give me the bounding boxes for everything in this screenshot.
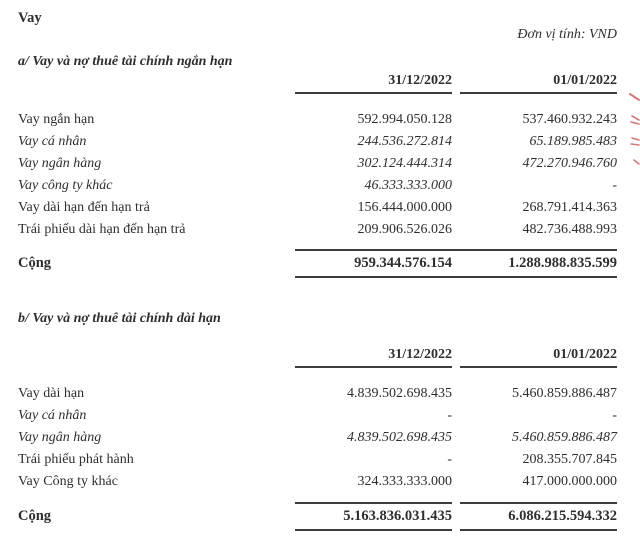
row-value-current: 209.906.526.026 — [357, 222, 452, 237]
total-value-prior: 6.086.215.594.332 — [460, 502, 617, 531]
section-b-total-row — [18, 502, 617, 531]
row-value-current: 244.536.272.814 — [357, 134, 452, 149]
table-row — [18, 427, 617, 449]
row-value-prior: 482.736.488.993 — [522, 222, 617, 237]
page-title: Vay — [18, 10, 42, 26]
row-value-prior: 5.460.859.886.487 — [512, 430, 617, 445]
column-header-current: 31/12/2022 — [295, 72, 452, 94]
row-value-current: 592.994.050.128 — [357, 112, 452, 127]
section-b-header-row — [18, 346, 617, 368]
section-a-total-row — [18, 249, 617, 278]
row-label: Trái phiếu phát hành — [18, 452, 134, 467]
row-value-current: 324.333.333.000 — [357, 474, 452, 489]
row-value-prior: 417.000.000.000 — [522, 474, 617, 489]
row-value-prior: 537.460.932.243 — [522, 112, 617, 127]
total-value-current: 5.163.836.031.435 — [295, 502, 452, 531]
row-value-prior: 268.791.414.363 — [522, 200, 617, 215]
row-label: Vay cá nhân — [18, 134, 87, 149]
table-row — [18, 219, 617, 241]
row-value-prior: 208.355.707.845 — [522, 452, 617, 467]
section-b-rows — [18, 383, 617, 493]
row-value-prior: 472.270.946.760 — [522, 156, 617, 171]
total-label: Cộng — [18, 508, 52, 524]
section-a-header-row — [18, 72, 617, 94]
column-header-prior: 01/01/2022 — [460, 72, 617, 94]
section-short-term-loans — [18, 54, 617, 278]
row-label: Vay ngân hàng — [18, 156, 102, 171]
row-label: Vay dài hạn đến hạn trả — [18, 200, 150, 215]
row-value-current: 4.839.502.698.435 — [347, 386, 452, 401]
row-label: Vay công ty khác — [18, 178, 113, 193]
table-row — [18, 383, 617, 405]
total-label: Cộng — [18, 255, 52, 271]
row-value-current: - — [447, 452, 452, 467]
section-b-heading: b/ Vay và nợ thuê tài chính dài hạn — [18, 311, 221, 326]
table-row — [18, 405, 617, 427]
row-value-current: 4.839.502.698.435 — [347, 430, 452, 445]
section-long-term-loans — [18, 311, 617, 531]
row-value-prior: - — [612, 178, 617, 193]
row-value-prior: 5.460.859.886.487 — [512, 386, 617, 401]
total-value-current: 959.344.576.154 — [354, 255, 452, 271]
unit-label: Đơn vị tính: VND — [517, 27, 617, 42]
row-label: Vay ngắn hạn — [18, 112, 95, 127]
table-row — [18, 449, 617, 471]
section-a-heading: a/ Vay và nợ thuê tài chính ngắn hạn — [18, 54, 233, 69]
table-row — [18, 153, 617, 175]
table-row — [18, 471, 617, 493]
row-value-current: 156.444.000.000 — [357, 200, 452, 215]
row-value-prior: - — [612, 408, 617, 423]
table-row — [18, 131, 617, 153]
table-row — [18, 175, 617, 197]
row-label: Trái phiếu dài hạn đến hạn trả — [18, 222, 186, 237]
section-b-total-values — [295, 502, 617, 531]
handwritten-red-marks-icon — [626, 90, 640, 172]
column-header-prior: 01/01/2022 — [460, 346, 617, 368]
section-a-rows — [18, 109, 617, 241]
row-label: Vay ngân hàng — [18, 430, 102, 445]
row-label: Vay Công ty khác — [18, 474, 118, 489]
row-value-current: - — [447, 408, 452, 423]
column-header-current: 31/12/2022 — [295, 346, 452, 368]
table-row — [18, 109, 617, 131]
row-value-prior: 65.189.985.483 — [529, 134, 617, 149]
table-row — [18, 197, 617, 219]
row-label: Vay dài hạn — [18, 386, 85, 401]
row-value-current: 46.333.333.000 — [364, 178, 452, 193]
row-label: Vay cá nhân — [18, 408, 87, 423]
row-value-current: 302.124.444.314 — [357, 156, 452, 171]
total-value-prior: 1.288.988.835.599 — [508, 255, 617, 271]
section-a-total-values — [295, 249, 617, 278]
